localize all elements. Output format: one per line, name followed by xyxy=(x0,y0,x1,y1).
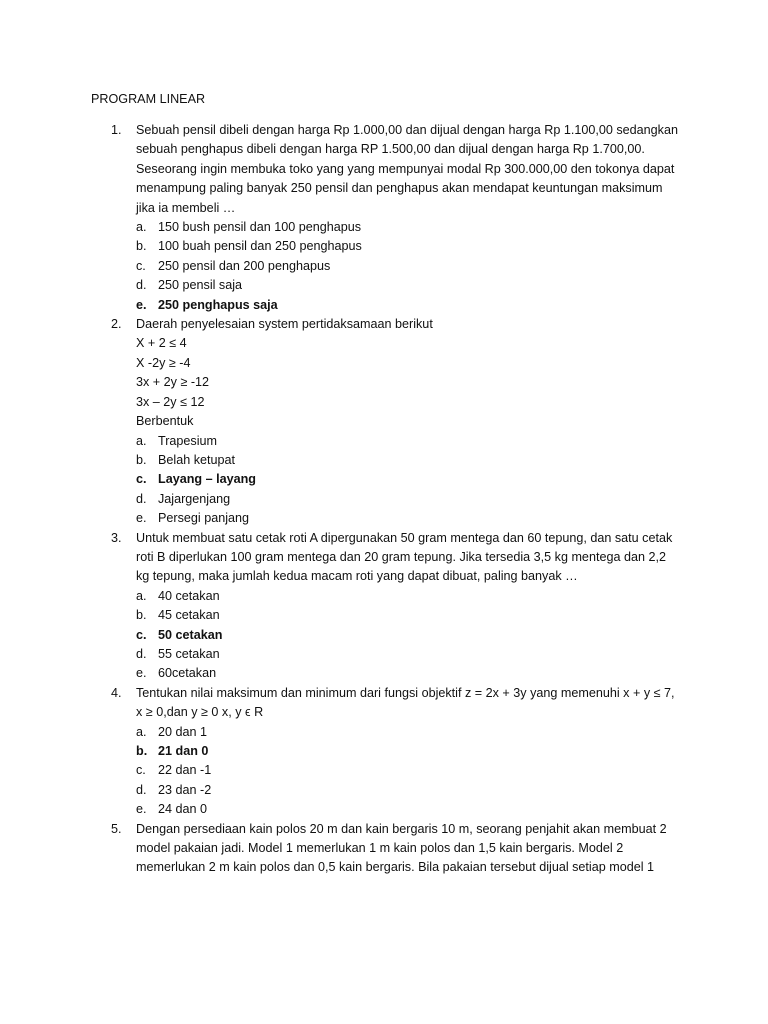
question-number: 4. xyxy=(111,685,122,700)
option-letter: c. xyxy=(136,472,147,487)
option-e xyxy=(136,664,691,683)
option-letter: b. xyxy=(136,452,147,467)
question-text: Berbentuk xyxy=(136,414,194,429)
option-text: 23 dan -2 xyxy=(158,782,212,797)
question-text: Sebuah pensil dibeli dengan harga Rp 1.000,00 dan dijual dengan harga Rp 1.100,00 sedangkan xyxy=(136,123,678,137)
question-number: 2. xyxy=(111,317,122,332)
option-b xyxy=(136,237,691,256)
option-text: Layang – layang xyxy=(158,472,256,487)
option-letter: c. xyxy=(136,763,146,778)
inequality: 3x – 2y ≤ 12 xyxy=(136,394,205,409)
question-4 xyxy=(91,684,691,820)
option-text: 150 bush pensil dan 100 penghapus xyxy=(158,220,362,235)
option-text: 250 penghapus saja xyxy=(158,297,278,312)
option-a xyxy=(136,432,691,451)
option-e xyxy=(136,800,691,819)
option-d xyxy=(136,276,691,295)
question-text: menampung paling banyak 250 pensil dan penghapus akan mendapat keuntungan maksimum xyxy=(136,181,663,196)
option-letter: c. xyxy=(136,627,147,642)
option-text: Persegi panjang xyxy=(158,511,250,526)
option-letter: d. xyxy=(136,782,147,797)
question-text: jika ia membeli … xyxy=(136,200,236,215)
question-text: Seseorang ingin membuka toko yang yang mempunyai modal Rp 300.000,00 den tokonya dapat xyxy=(136,161,675,176)
option-text: 55 cetakan xyxy=(158,646,220,661)
question-number: 5. xyxy=(111,821,122,836)
option-text: 250 pensil dan 200 penghapus xyxy=(158,258,331,273)
option-text: Trapesium xyxy=(158,433,218,448)
option-c-answer xyxy=(136,626,691,645)
question-list xyxy=(91,121,691,878)
option-text: 250 pensil saja xyxy=(158,278,243,293)
option-c-answer xyxy=(136,470,691,489)
option-b-answer xyxy=(136,742,691,761)
option-text: 22 dan -1 xyxy=(158,763,212,778)
question-text: Daerah penyelesaian system pertidaksamaan berikut xyxy=(136,317,433,332)
question-5 xyxy=(91,820,691,878)
option-b xyxy=(136,451,691,470)
question-text: memerlukan 2 m kain polos dan 0,5 kain bergaris. Bila pakaian tersebut dijual setiap model 1 xyxy=(136,860,655,875)
option-letter: d. xyxy=(136,491,147,506)
option-letter: e. xyxy=(136,666,147,681)
question-text: Tentukan nilai maksimum dan minimum dari fungsi objektif z = 2x + 3y yang memenuhi x + y ≤ 7, xyxy=(136,685,675,700)
option-text: 45 cetakan xyxy=(158,608,220,623)
question-text: Dengan persediaan kain polos 20 m dan kain bergaris 10 m, seorang penjahit akan membuat 2 xyxy=(136,821,667,836)
option-text: Jajargenjang xyxy=(158,491,231,506)
inequality: X -2y ≥ -4 xyxy=(136,355,191,370)
question-number: 3. xyxy=(111,530,122,545)
option-text: 20 dan 1 xyxy=(158,724,208,739)
question-text: x ≥ 0,dan y ≥ 0 x, y ϵ R xyxy=(136,705,264,720)
option-text: Belah ketupat xyxy=(158,452,236,467)
option-letter: a. xyxy=(136,724,147,739)
option-letter: c. xyxy=(136,258,146,273)
option-e-answer xyxy=(136,296,691,315)
option-text: 21 dan 0 xyxy=(158,744,209,758)
question-text: sebuah penghapus dibeli dengan harga RP 1.500,00 dan dijual dengan harga Rp 1.700,00. xyxy=(136,142,645,157)
option-text: 40 cetakan xyxy=(158,588,220,603)
question-3 xyxy=(91,529,691,684)
option-letter: a. xyxy=(136,433,147,448)
option-letter: e. xyxy=(136,297,147,312)
option-text: 100 buah pensil dan 250 penghapus xyxy=(158,239,362,254)
option-c xyxy=(136,761,691,780)
option-letter: b. xyxy=(136,239,147,254)
option-d xyxy=(136,781,691,800)
option-text: 24 dan 0 xyxy=(158,802,208,817)
option-a xyxy=(136,218,691,237)
document-title: PROGRAM LINEAR xyxy=(91,92,206,106)
option-text: 50 cetakan xyxy=(158,627,223,642)
option-d xyxy=(136,490,691,509)
option-letter: a. xyxy=(136,588,147,603)
option-letter: a. xyxy=(136,220,147,235)
question-text: roti B diperlukan 100 gram mentega dan 20 gram tepung. Jika tersedia 3,5 kg mentega dan 2,2 xyxy=(136,549,666,564)
question-1 xyxy=(91,121,691,315)
option-e xyxy=(136,509,691,528)
question-text: kg tepung, maka jumlah kedua macam roti yang dapat dibuat, paling banyak … xyxy=(136,569,578,584)
option-letter: b. xyxy=(136,608,147,623)
option-text: 60cetakan xyxy=(158,666,217,681)
inequality: X + 2 ≤ 4 xyxy=(136,336,187,351)
option-letter: d. xyxy=(136,278,147,293)
question-number: 1. xyxy=(111,123,122,137)
question-text: Untuk membuat satu cetak roti A dipergunakan 50 gram mentega dan 60 tepung, dan satu cetak xyxy=(136,530,673,545)
option-letter: e. xyxy=(136,511,147,526)
inequality: 3x + 2y ≥ -12 xyxy=(136,375,210,390)
option-letter: d. xyxy=(136,646,147,661)
question-2 xyxy=(91,315,691,528)
question-text: model pakaian jadi. Model 1 memerlukan 1 m kain polos dan 1,5 kain bergaris. Model 2 xyxy=(136,841,624,856)
option-b xyxy=(136,606,691,625)
option-d xyxy=(136,645,691,664)
option-a xyxy=(136,587,691,606)
option-a xyxy=(136,723,691,742)
option-letter: e. xyxy=(136,802,147,817)
option-c xyxy=(136,257,691,276)
option-letter: b. xyxy=(136,744,148,758)
